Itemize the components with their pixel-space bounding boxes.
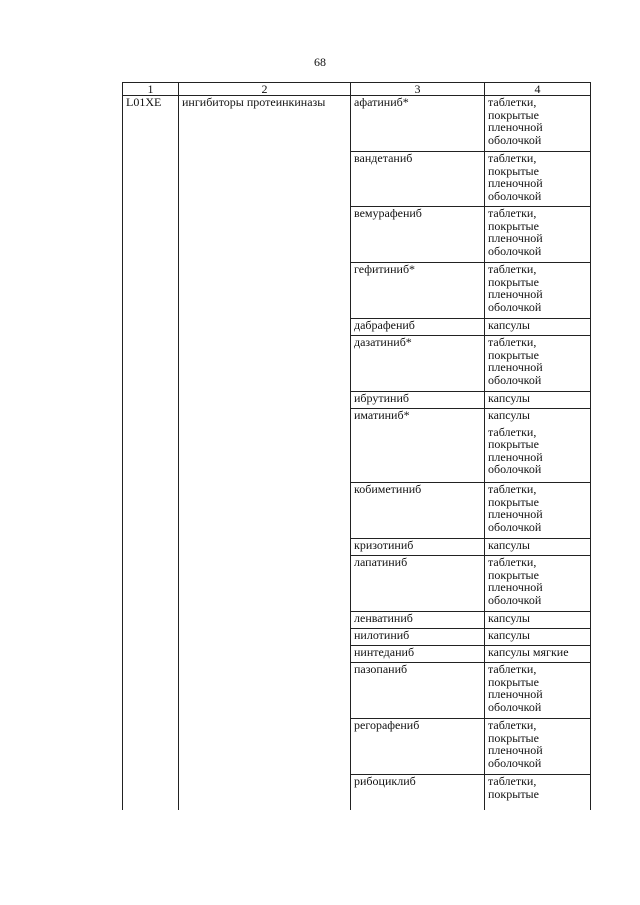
drug-name-cell: рибоциклиб: [351, 775, 485, 810]
column-header-4: 4: [485, 83, 591, 96]
atc-code-cell: L01XE: [123, 96, 179, 810]
dosage-form-text: таблетки, покрытые пленочной оболочкой: [488, 555, 543, 607]
table-row: [123, 96, 591, 152]
dosage-form-text: капсулы: [488, 538, 530, 552]
drug-name-cell: гефитиниб*: [351, 263, 485, 319]
drug-name-cell: вемурафениб: [351, 207, 485, 263]
dosage-form-text: капсулы мягкие: [488, 645, 569, 659]
drug-name-cell: ленватиниб: [351, 612, 485, 629]
drug-name-cell: нинтеданиб: [351, 646, 485, 663]
dosage-form-cell: [485, 263, 591, 319]
drug-name-cell: дабрафениб: [351, 319, 485, 336]
dosage-form-text: капсулы: [488, 391, 530, 405]
dosage-form-text: капсулы: [488, 611, 530, 625]
dosage-form-text: таблетки, покрытые пленочной оболочкой: [488, 482, 543, 534]
drug-name-cell: кобиметиниб: [351, 483, 485, 539]
drug-name-cell: вандетаниб: [351, 152, 485, 207]
dosage-form-text: таблетки, покрытые пленочной оболочкой: [488, 262, 543, 314]
dosage-form-cell: [485, 207, 591, 263]
dosage-form-cell: [485, 663, 591, 719]
dosage-form-cell: [485, 96, 591, 152]
dosage-form-cell: [485, 556, 591, 612]
dosage-form-text: капсулы: [488, 628, 530, 642]
dosage-form-cell: [485, 319, 591, 336]
dosage-form-text: таблетки, покрытые пленочной оболочкой: [488, 424, 543, 476]
drug-name-cell: нилотиниб: [351, 629, 485, 646]
drug-name-cell: кризотиниб: [351, 539, 485, 556]
dosage-form-cell: [485, 646, 591, 663]
drug-name-cell: ибрутиниб: [351, 392, 485, 409]
drug-name-cell: лапатиниб: [351, 556, 485, 612]
drug-name-cell: дазатиниб*: [351, 336, 485, 392]
dosage-form-cell: [485, 539, 591, 556]
dosage-form-cell: [485, 409, 591, 483]
dosage-form-text: таблетки, покрытые пленочной оболочкой: [488, 151, 543, 203]
drug-name-cell: пазопаниб: [351, 663, 485, 719]
column-header-3: 3: [351, 83, 485, 96]
dosage-form-text: таблетки, покрытые пленочной оболочкой: [488, 662, 543, 714]
dosage-form-cell: [485, 629, 591, 646]
dosage-form-cell: [485, 775, 591, 810]
dosage-form-text: таблетки, покрытые: [488, 774, 539, 801]
drug-name-cell: иматиниб*: [351, 409, 485, 483]
column-header-1: 1: [123, 83, 179, 96]
dosage-form-text: таблетки, покрытые пленочной оболочкой: [488, 335, 543, 387]
dosage-form-text: таблетки, покрытые пленочной оболочкой: [488, 95, 543, 147]
dosage-form-text: таблетки, покрытые пленочной оболочкой: [488, 718, 543, 770]
drug-name-cell: афатиниб*: [351, 96, 485, 152]
dosage-form-cell: [485, 483, 591, 539]
column-header-2: 2: [179, 83, 351, 96]
page-number: 68: [314, 55, 326, 69]
dosage-form-text: капсулы: [488, 408, 530, 422]
dosage-form-cell: [485, 719, 591, 775]
dosage-form-cell: [485, 152, 591, 207]
drug-table: [122, 82, 591, 810]
dosage-form-cell: [485, 392, 591, 409]
dosage-form-cell: [485, 612, 591, 629]
drug-group-cell: ингибиторы протеинкиназы: [179, 96, 351, 810]
dosage-form-text: капсулы: [488, 318, 530, 332]
dosage-form-cell: [485, 336, 591, 392]
dosage-form-text: таблетки, покрытые пленочной оболочкой: [488, 206, 543, 258]
drug-name-cell: регорафениб: [351, 719, 485, 775]
header-row: [123, 83, 591, 96]
